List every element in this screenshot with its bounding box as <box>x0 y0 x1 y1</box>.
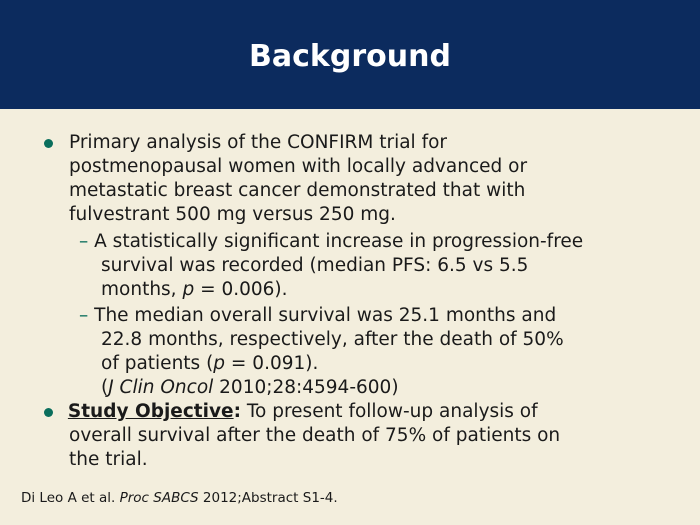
sub-bullet-2-text-1: The median overall survival was 25.1 months and <box>94 305 557 326</box>
bullet-dot-1 <box>44 139 53 148</box>
bullet2-text-1: To present follow-up analysis of <box>241 401 538 422</box>
sub-bullet-2-line-2: 22.8 months, respectively, after the death of 50% <box>101 329 564 350</box>
sub-bullet-1-line-3 <box>101 278 288 302</box>
sub-bullet-1-dash: – <box>79 231 89 252</box>
citation <box>21 489 338 507</box>
bullet1-line-1: Primary analysis of the CONFIRM trial for <box>69 132 448 153</box>
p-value-symbol-1: p <box>182 279 195 300</box>
bullet1-line-3: metastatic breast cancer demonstrated that with <box>69 180 526 201</box>
bullet2-line-2: overall survival after the death of 75% of patients on <box>69 425 561 446</box>
study-objective-label: Study Objective <box>67 401 234 422</box>
study-objective-colon: : <box>233 401 241 422</box>
sub-bullet-2-line-3 <box>101 352 318 376</box>
reference-journal: J Clin Oncol <box>108 377 214 398</box>
reference-details: 2010;28:4594-600) <box>213 377 399 398</box>
sub-bullet-1-text-3a: months, <box>101 279 183 300</box>
bullet1-line-4: fulvestrant 500 mg versus 250 mg. <box>69 204 396 225</box>
reference-open: ( <box>101 377 109 398</box>
sub-bullet-1-text-1: A statistically significant increase in progression-free <box>94 231 584 252</box>
bullet2-line-3: the trial. <box>69 449 148 470</box>
sub-bullet-1-line-1 <box>79 230 583 254</box>
sub-bullet-1-text-3b: = 0.006). <box>194 279 288 300</box>
citation-details: 2012;Abstract S1-4. <box>198 490 338 506</box>
sub-bullet-2-text-3a: of patients ( <box>101 353 214 374</box>
slide-title: Background <box>249 39 451 74</box>
p-value-symbol-2: p <box>213 353 226 374</box>
bullet-dot-2 <box>44 408 53 417</box>
citation-journal: Proc SABCS <box>119 490 199 506</box>
bullet2-line-1 <box>62 400 538 424</box>
sub-bullet-2-dash: – <box>79 305 89 326</box>
sub-bullet-1-line-2: survival was recorded (median PFS: 6.5 vs 5.5 <box>101 255 529 276</box>
sub-bullet-2-line-1 <box>79 304 556 328</box>
citation-authors: Di Leo A et al. <box>21 490 120 506</box>
reference-line <box>101 376 399 400</box>
sub-bullet-2-text-3b: = 0.091). <box>225 353 319 374</box>
bullet1-line-2: postmenopausal women with locally advanced or <box>69 156 528 177</box>
